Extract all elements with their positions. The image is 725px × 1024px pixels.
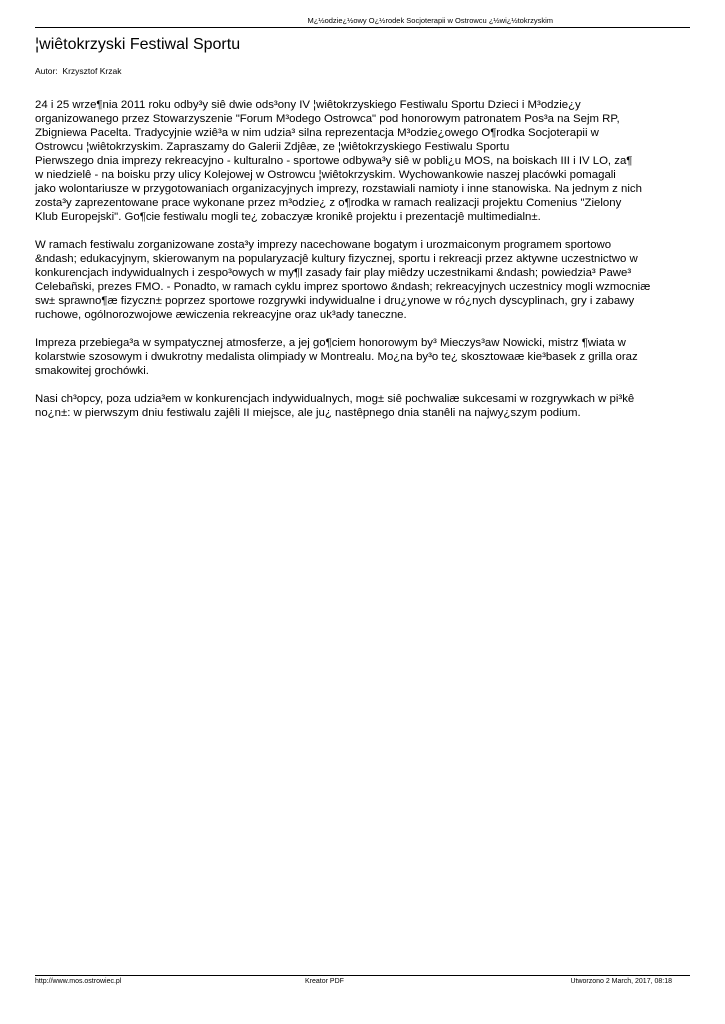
paragraph-1: 24 i 25 wrze¶nia 2011 roku odby³y siê dwie ods³ony IV ¦wiêtokrzyskiego Festiwalu Sportu Dzieci i M³odzie¿y organizowanego przez Stowarzyszenie "Forum M³odego Ostrowca" pod honorowym patronatem Pos³a na Sejm RP, Zbigniewa Pacelta. Tradycyjnie wziê³a w nim udzia³ silna reprezentacja M³odzie¿owego O¶rodka Socjoterapii w Ostrowcu ¦wiêtokrzyskim. Zapraszamy do Galerii Zdjêæ, ze ¦wiêtokrzyskiego Festiwalu Sportu Pierwszego dnia imprezy rekreacyjno - kulturalno - sportowe odbywa³y siê w pobli¿u MOS, na boiskach III i IV LO, za¶ w niedzielê - na boisku przy ulicy Kolejowej w Ostrowcu ¦wiêtokrzyskim. Wychowankowie naszej placówki pomagali jako wolontariusze w przygotowaniach organizacyjnych imprezy, rozstawiali namioty i inne stanowiska. Na jednym z nich zosta³y zaprezentowane prace wykonane przez m³odzie¿ z o¶rodka w ramach realizacji projektu Comenius "Zielony Klub Europejski". Go¶cie festiwalu mogli te¿ zobaczyæ kronikê projektu i prezentacjê multimedialn±. <box>35 99 642 223</box>
footer-url[interactable]: http://www.mos.ostrowiec.pl <box>35 978 122 985</box>
article-author: Autor: Krzysztof Krzak <box>35 66 122 76</box>
footer-generator: Kreator PDF <box>305 978 344 985</box>
footer-divider <box>35 975 690 976</box>
article-title: ¦wiêtokrzyski Festiwal Sportu <box>35 36 241 53</box>
paragraph-2: W ramach festiwalu zorganizowane zosta³y imprezy nacechowane bogatym i urozmaiconym programem sportowo &ndash; edukacyjnym, skierowanym na popularyzacjê kultury fizycznej, sportu i rekreacji przez aktywne uczestnictwo w konkurencjach indywidualnych i zespo³owych w my¶l zasady fair play miêdzy uczestnikami &ndash; powiedzia³ Pawe³ Celebañski, prezes FMO. - Ponadto, w ramach cyklu imprez sportowo &ndash; rekreacyjnych uczestnicy mogli wzmocniæ sw± sprawno¶æ fizyczn± poprzez sportowe rozgrywki indywidualne i dru¿ynowe w ró¿nych dyscyplinach, gry i zabawy ruchowe, ogólnorozwojowe æwiczenia rekreacyjne oraz uk³ady taneczne. <box>35 239 651 321</box>
header-divider <box>35 27 690 28</box>
running-header: M¿½odzie¿½owy O¿½rodek Socjoterapii w Ostrowcu ¿½wi¿½tokrzyskim <box>307 16 553 25</box>
paragraph-4: Nasi ch³opcy, poza udzia³em w konkurencjach indywidualnych, mog± siê pochwaliæ sukcesami w rozgrywkach w pi³kê no¿n±: w pierwszym dniu festiwalu zajêli II miejsce, ale ju¿ nastêpnego dnia stanêli na najwy¿szym podium. <box>35 393 635 419</box>
footer-created-date: Utworzono 2 March, 2017, 08:18 <box>570 978 672 985</box>
article-body <box>35 98 690 434</box>
paragraph-3: Impreza przebiega³a w sympatycznej atmosferze, a jej go¶ciem honorowym by³ Mieczys³aw Nowicki, mistrz ¶wiata w kolarstwie szosowym i dwukrotny medalista olimpiady w Montrealu. Mo¿na by³o te¿ skosztowaæ kie³basek z grilla oraz smakowitej grochówki. <box>35 337 638 377</box>
